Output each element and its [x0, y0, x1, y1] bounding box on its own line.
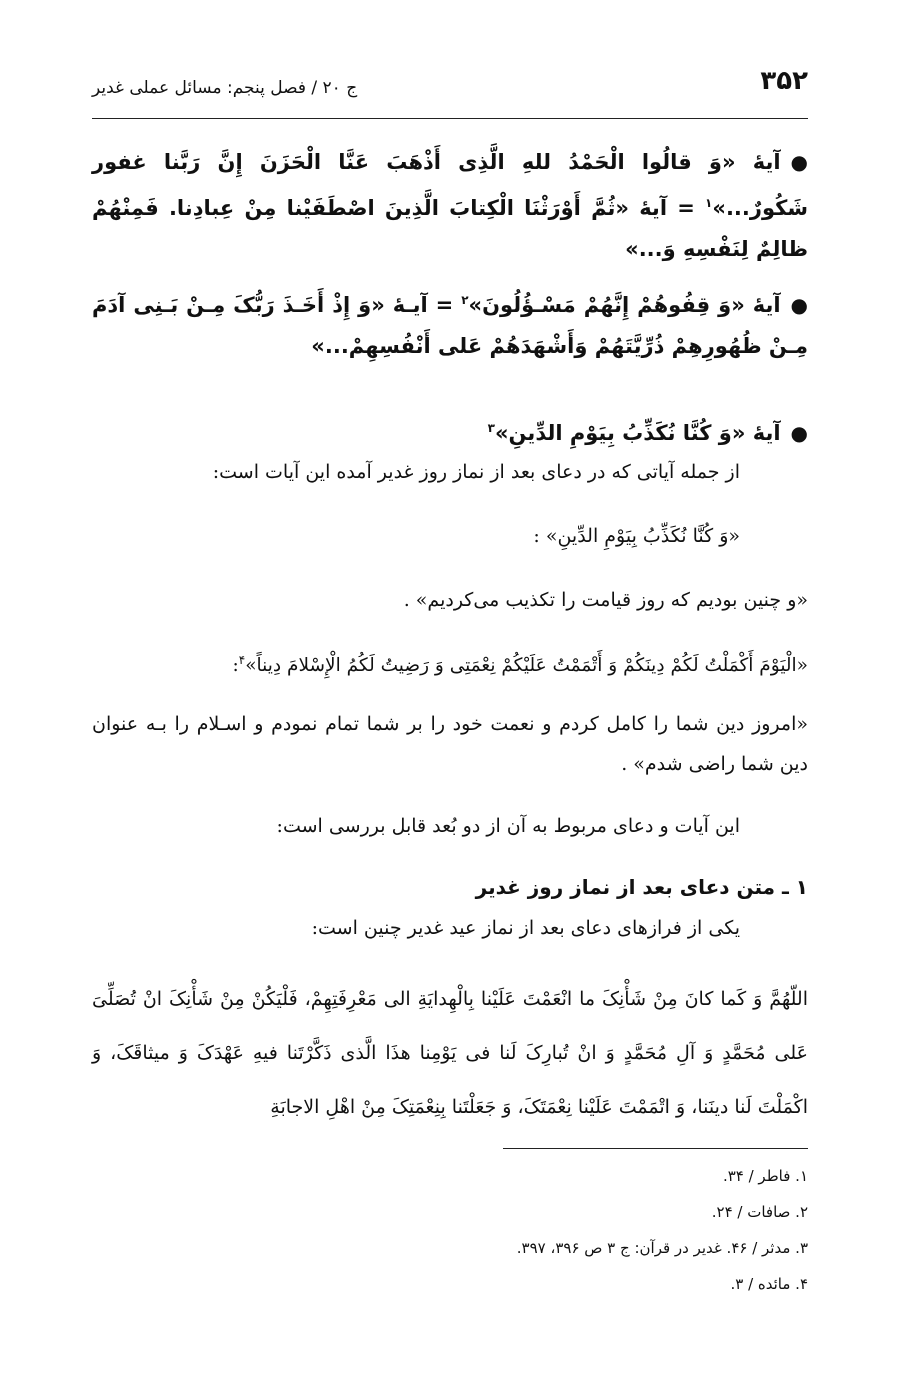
bullet-verse-3 — [92, 408, 808, 454]
paragraph-prayer-intro: یکی از فرازهای دعای بعد از نماز عید غدیر چنین است: — [311, 917, 740, 939]
section-heading: ۱ ـ متن دعای بعد از نماز روز غدیر — [475, 875, 808, 899]
footnote-ref: ۳ — [487, 421, 495, 435]
paragraph-dimensions: این آیات و دعای مربوط به آن از دو بُعد قابل بررسی است: — [276, 815, 740, 837]
verse-translation: «و چنین بودیم که روز قیامت را تکذیب می‌کردیم» . — [403, 589, 808, 611]
footnote-1: ۱. فاطر / ۳۴. — [722, 1167, 808, 1185]
footnote-ref: ۱ — [705, 196, 713, 210]
paragraph-intro: از جمله آیاتی که در دعای بعد از نماز روز غدیر آمده این آیات است: — [212, 461, 740, 483]
footnote-2: ۲. صافات / ۲۴. — [711, 1203, 808, 1221]
verse-text-continued: = آیـهٔ «وَ إِذْ أَخَـذَ رَبُّکَ مِـنْ بَـنِی آدَمَ مِـنْ ظُهُورِهِمْ ذُرِّیَّتَهُمْ وَأَشْهَدَهُمْ عَلی أَنْفُسِهِمْ...» — [92, 293, 808, 358]
verse-ikmal-text: «الْیَوْمَ أَکْمَلْتُ لَکُمْ دِینَکُمْ وَ أَتْمَمْتُ عَلَیْکُمْ نِعْمَتِی وَ رَضِیتُ لَکُمُ الْإِسْلامَ دِیناً» — [245, 655, 808, 677]
verse-quote-arabic: «وَ کُنَّا نُکَذِّبُ بِیَوْمِ الدِّینِ» : — [533, 525, 740, 547]
prayer-text-arabic: اللّهُمَّ وَ کَما کانَ مِنْ شَأْنِکَ ما انْعَمْتَ عَلَیْنا بِالْهِدایَةِ الی مَعْرِفَتِهِمْ، فَلْیَکُنْ مِنْ شَأْنِکَ انْ تُصَلِّیَ عَلی مُحَمَّدٍ وَ آلِ مُحَمَّدٍ وَ انْ تُبارِکَ لَنا فی یَوْمِنا هذَا الَّذی ذَکَّرْتَنا فیهِ عَهْدَکَ وَ میثاقَکَ، وَ اکْمَلْتَ لَنا دینَنا، وَ اتْمَمْتَ عَلَیْنا نِعْمَتَکَ، وَ جَعَلْتَنا بِنِعْمَتِکَ مِنْ اهْلِ الاجابَةِ — [92, 988, 808, 1118]
footnote-4: ۴. مائده / ۳. — [730, 1275, 808, 1293]
running-title: ج ۲۰ / فصل پنجم: مسائل عملی غدیر — [92, 78, 358, 98]
verse-quote-ikmal — [92, 640, 808, 686]
verse-text: آیهٔ «وَ قِفُوهُمْ إِنَّهُمْ مَسْـؤُلُونَ» — [468, 293, 781, 317]
verse-ikmal-end: : — [232, 655, 239, 677]
verse-ikmal-translation: «امروز دین شما را کامل کردم و نعمت خود را بر شما تمام نمودم و اسـلام را بـه عنوان دین شما راضی شدم» . — [92, 713, 808, 775]
verse-text: آیهٔ «وَ قالُوا الْحَمْدُ للهِ الَّذِی أَذْهَبَ عَنَّا الْحَزَنَ إِنَّ رَبَّنا غفور شَکُورٌ...» — [92, 150, 808, 220]
page-number: ۳۵۲ — [760, 66, 808, 96]
bullet-verse-1 — [92, 142, 808, 270]
page-header — [92, 58, 808, 119]
bullet-icon: ● — [790, 421, 808, 445]
bullet-icon: ● — [790, 150, 808, 174]
bullet-icon: ● — [790, 293, 808, 317]
bullet-verse-2 — [92, 280, 808, 367]
footnote-ref: ۴ — [238, 653, 246, 667]
footnote-ref: ۲ — [461, 293, 469, 307]
verse-text: آیهٔ «وَ کُنَّا نُکَذِّبُ بِیَوْمِ الدِّینِ» — [494, 421, 781, 445]
verse-text-continued: = آیهٔ «ثُمَّ أَوْرَثْنَا الْکِتابَ الَّذِینَ اصْطَفَیْنا مِنْ عِبادِنا. فَمِنْهُمْ ظالِمٌ لِنَفْسِهِ وَ...» — [92, 196, 808, 261]
footnote-divider — [503, 1148, 808, 1149]
footnote-3: ۳. مدثر / ۴۶. غدیر در قرآن: ج ۳ ص ۳۹۶، ۳۹۷. — [516, 1239, 808, 1257]
